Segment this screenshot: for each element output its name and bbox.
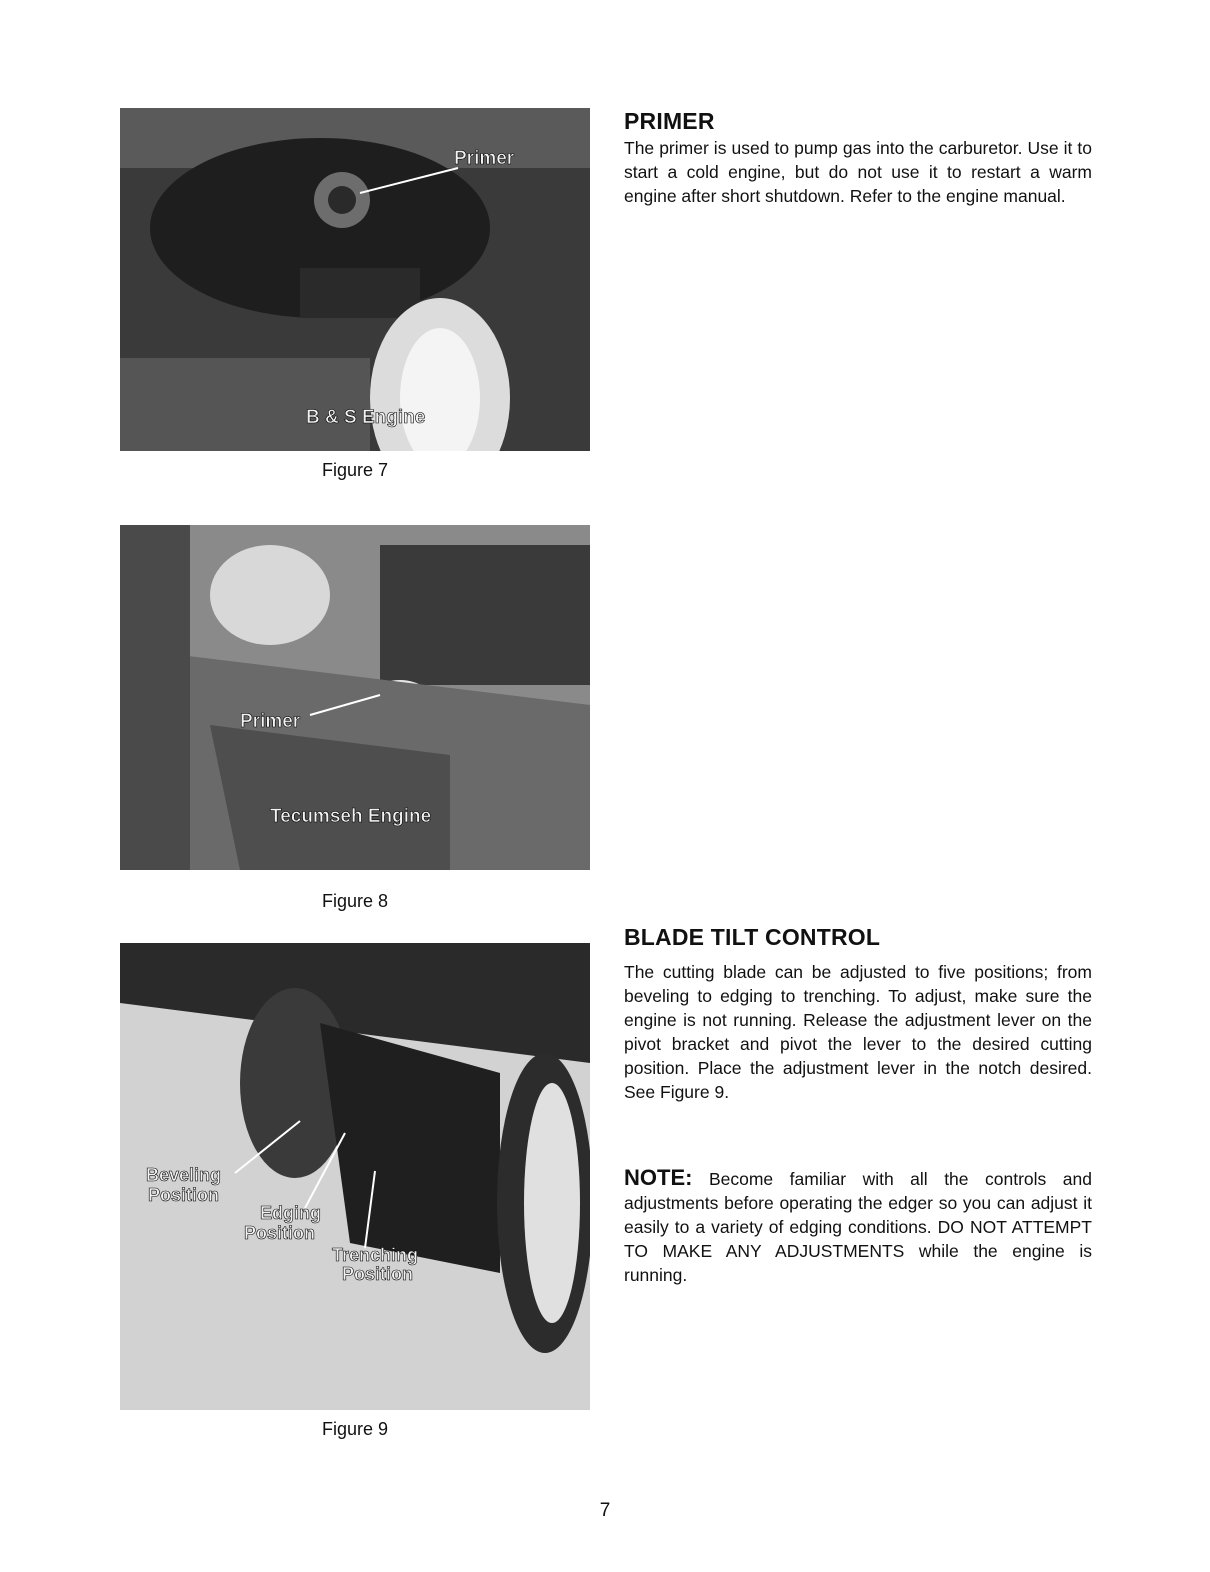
blade-tilt-paragraph: The cutting blade can be adjusted to five positions; from beveling to edging to trenching. To adjust, make sure the engine is not running. Release the adjustment lever on the pivot bracket and pivot the lever to the desired cutting position. Place the adjustment lever in the notch desired. See Figure 9. [624,962,1092,1102]
note-body: Become familiar with all the controls and adjustments before operating the edger so you can adjust it easily to a variety of edging conditions. DO NOT ATTEMPT TO MAKE ANY ADJUSTMENTS while the engine is running. [624,1169,1092,1285]
figure-8-photo [120,525,590,870]
figure-7-engine-label: B & S Engine [306,407,426,428]
primer-paragraph: The primer is used to pump gas into the carburetor. Use it to start a cold engine, but do not use it to restart a warm engine after short shutdown. Refer to the engine manual. [624,138,1092,206]
figure-9-beveling-label-2: Position [148,1185,219,1205]
figure-9-edging-label-1: Edging [260,1203,321,1223]
note-paragraph [624,1166,1092,1287]
figure-8-primer-label: Primer [240,711,301,732]
figure-9-edging-label-2: Position [244,1223,315,1243]
figure-7-photo [120,108,590,451]
note-label: NOTE: [624,1165,693,1190]
figure-8-engine-label: Tecumseh Engine [270,806,432,827]
figure-7-primer-label: Primer [454,148,515,169]
figure-9-trenching-label-1: Trenching [332,1245,419,1265]
figure-9-caption: Figure 9 [321,1419,389,1439]
page-number: 7 [599,1500,611,1521]
figure-7-caption: Figure 7 [321,460,389,480]
blade-tilt-heading: BLADE TILT CONTROL [624,924,881,950]
figure-9-trenching-label-2: Position [342,1264,413,1284]
primer-heading: PRIMER [624,108,715,134]
figure-8-caption: Figure 8 [321,891,389,911]
figure-9-photo [120,943,590,1410]
figure-9-beveling-label-1: Beveling [146,1165,222,1185]
